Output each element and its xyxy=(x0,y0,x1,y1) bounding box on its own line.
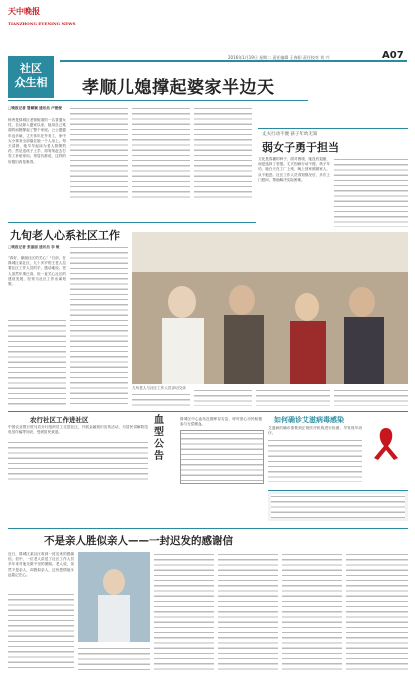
info-box xyxy=(268,490,408,521)
bulletin-table xyxy=(180,430,264,484)
last-photo xyxy=(78,552,150,642)
last-col6 xyxy=(346,552,408,672)
last-photo-caption xyxy=(78,646,150,672)
main-body-col3 xyxy=(132,106,190,200)
red-ribbon-icon xyxy=(368,424,404,460)
center-photo xyxy=(132,232,408,384)
page-number: A07 xyxy=(382,50,404,61)
section-tag-line1: 社区 xyxy=(20,62,42,75)
center-rule xyxy=(8,222,256,223)
main-headline: 孝顺儿媳撑起婆家半边天 xyxy=(82,78,275,98)
side-kicker: 丈夫行动不便 孩子年幼无知 xyxy=(262,132,318,137)
bottom-left-body: 中国农业银行驻马店分行组织员工走进社区，开展金融知识宣传活动，为居民讲解防范电信诈骗等知识，受到居民欢迎。 xyxy=(8,425,148,435)
center-headline: 九旬老人心系社区工作 xyxy=(10,229,120,242)
bulletin-title: 血型公告 xyxy=(154,415,164,462)
center-body-col2 xyxy=(70,245,128,406)
side-rule xyxy=(258,128,408,129)
bottom-rule xyxy=(8,411,408,412)
center-body-cont xyxy=(8,318,66,406)
last-col4 xyxy=(218,552,278,672)
info-box-lines xyxy=(271,494,405,518)
bottom-left-headline: 农行社区工作进社区 xyxy=(30,416,89,424)
center-tail-col2 xyxy=(256,388,330,406)
side-headline: 弱女子勇于担当 xyxy=(262,141,339,154)
center-tail-col3 xyxy=(334,388,408,406)
side-body: 文化是春播的种子，面对困境，她没有退缩，而是选择了坚强。丈夫因病行动不便，孩子年幼，她白天在工厂上班，晚上回家照顾家人，从不抱怨。社区工作人员得知情况后，多次上门慰问，帮助解决实际困难。 xyxy=(258,157,330,182)
photo-people-illustration xyxy=(132,232,408,384)
section-tag-line2: 众生相 xyxy=(14,76,48,89)
last-body: 近日，驿城区某社区收到一封迟来的感谢信。信中，一位老人讲述了社区工作人员多年来对他无微不至的照顾。老人说，虽然不是亲人，却胜似亲人，这份恩情他永远铭记在心。 xyxy=(8,552,74,577)
center-byline: □晚报记者 张丽丽 通讯员 李 敏 xyxy=(8,245,60,249)
last-photo-illustration xyxy=(78,552,150,642)
bulletin-tag xyxy=(154,415,180,475)
photo-caption: 九旬老人与社区工作人员亲切交谈 xyxy=(132,386,186,390)
newspaper-logo xyxy=(8,6,76,27)
last-rule xyxy=(8,528,408,529)
main-body-col4 xyxy=(194,106,252,200)
aids-body: 艾滋病的确诊需要到正规医疗机构进行检测，早发现早治疗。 xyxy=(268,426,362,436)
photo-caption-cont xyxy=(132,392,190,406)
logo-text: 天中晚报 xyxy=(8,6,40,16)
logo-subtitle: TIANZHONG EVENING NEWS xyxy=(8,21,76,26)
side-body-col2 xyxy=(334,157,408,227)
center-tail-col1 xyxy=(194,388,252,406)
main-byline: □晚报记者 鲁颖颖 通讯员 卢俊俊 xyxy=(8,106,62,110)
bottom-left-body-cont xyxy=(8,440,148,482)
last-headline: 不是亲人胜似亲人——一封迟发的感谢信 xyxy=(44,535,233,547)
last-body-cont xyxy=(8,592,74,672)
aids-headline: 如何确诊艾滋病毒感染 xyxy=(274,416,344,424)
section-tag xyxy=(8,56,54,98)
main-body-col2 xyxy=(70,106,128,200)
last-col3 xyxy=(154,552,214,672)
bulletin-body: 驿城区中心血站近期库存告急，呼吁爱心市民积极参与无偿献血。 xyxy=(180,417,262,427)
last-col5 xyxy=(282,552,342,672)
main-body-col1: 杨秀是驿城区老街街道的一名普通女性，自从嫁入婆家以来，她用自己柔弱的肩膀撑起了整个家庭。公公婆婆年迈多病，丈夫常年在外务工，家中大小事务全部落在她一个人身上。每天清晨，她早早起床为老人熬粥煎药，然后送孩子上学，再匆匆赶去打零工补贴家用。邻居们都说，这样的好媳妇真是难得。 xyxy=(8,118,66,164)
aids-body-cont xyxy=(268,438,362,482)
main-rule xyxy=(8,100,308,101)
center-body: "真好，谢谢社区的关心！"日前，在驿城区某社区，九十多岁的王老人拉着社区工作人员的手，感动地说。老人虽然年事已高，但一直关心社区的建设发展，经常为社区工作出谋划策。 xyxy=(8,256,66,287)
date-line: 2016年1月19日 星期二 责任编辑 王春阳 责任校对 刘 兴 xyxy=(228,55,330,60)
